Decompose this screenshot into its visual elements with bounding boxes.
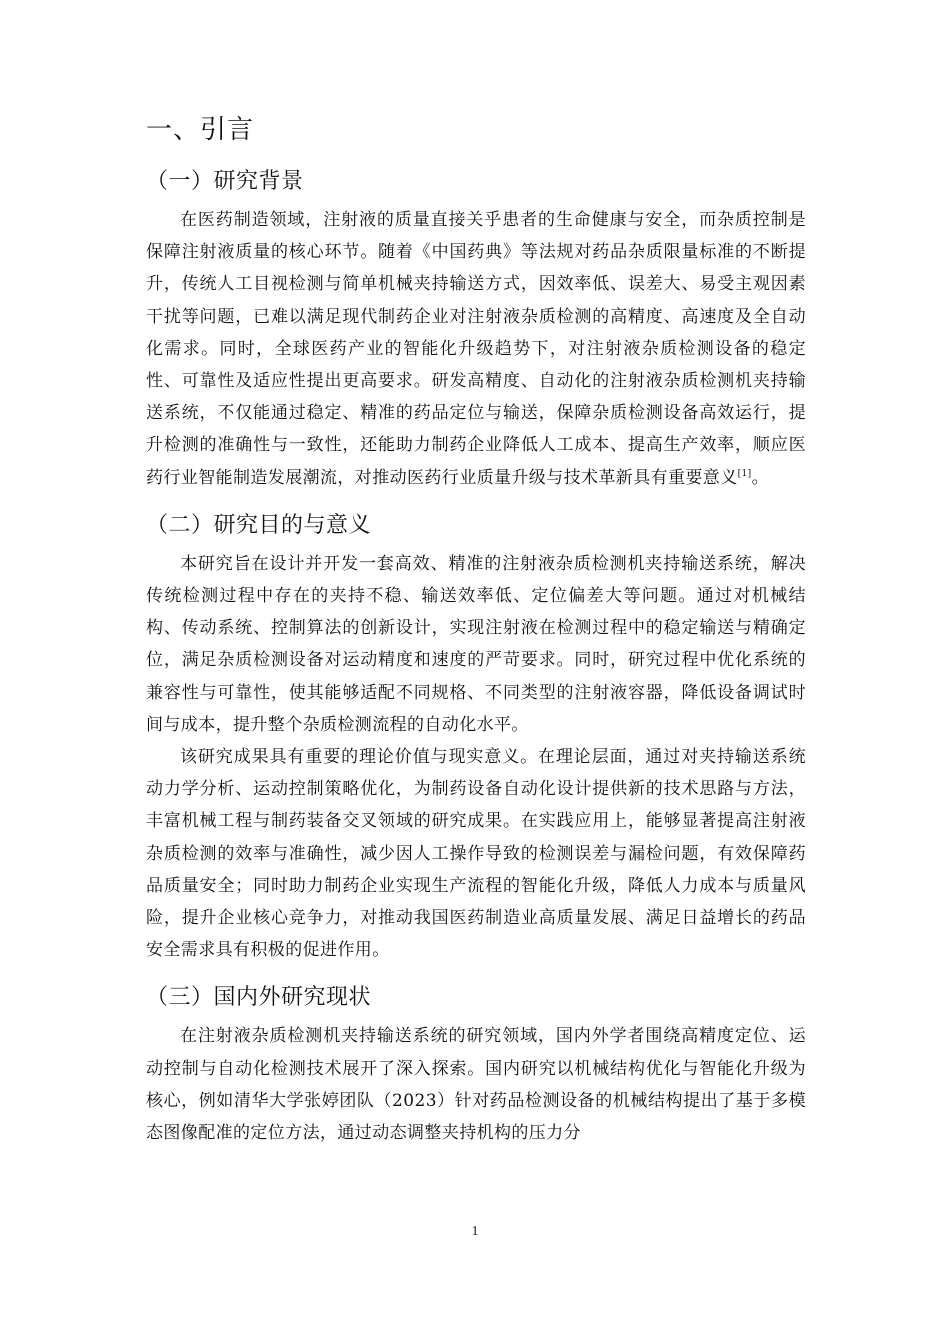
page-body — [146, 108, 806, 1149]
paragraph-status: 在注射液杂质检测机夹持输送系统的研究领域，国内外学者围绕高精度定位、运动控制与自动化检测技术展开了深入探索。国内研究以机械结构优化与智能化升级为核心，例如清华大学张婷团队（2023）针对药品检测设备的机械结构提出了基于多模态图像配准的定位方法，通过动态调整夹持机构的压力分 — [146, 1026, 806, 1144]
citation-marker: [1] — [737, 468, 752, 479]
paragraph-purpose-2: 该研究成果具有重要的理论价值与现实意义。在理论层面，通过对夹持输送系统动力学分析、运动控制策略优化，为制药设备自动化设计提供新的技术思路与方法，丰富机械工程与制药装备交叉领域的研究成果。在实践应用上，能够显著提高注射液杂质检测的效率与准确性，减少因人工操作导致的检测误差与漏检问题，有效保障药品质量安全；同时助力制药企业实现生产流程的智能化升级，降低人力成本与质量风险，提升企业核心竞争力，对推动我国医药制造业高质量发展、满足日益增长的药品安全需求具有积极的促进作用。 — [146, 747, 806, 961]
chapter-title: 一、引言 — [146, 115, 255, 145]
page-number: 1 — [471, 1224, 479, 1239]
paragraph-text: 在医药制造领域，注射液的质量直接关乎患者的生命健康与安全，而杂质控制是保障注射液质量的核心环节。随着《中国药典》等法规对药品杂质限量标准的不断提升，传统人工目视检测与简单机械夹持输送方式，因效率低、误差大、易受主观因素干扰等问题，已难以满足现代制药企业对注射液杂质检测的高精度、高速度及全自动化需求。同时，全球医药产业的智能化升级趋势下，对注射液杂质检测设备的稳定性、可靠性及适应性提出更高要求。研发高精度、自动化的注射液杂质检测机夹持输送系统，不仅能通过稳定、精准的药品定位与输送，保障杂质检测设备高效运行，提升检测的准确性与一致性，还能助力制药企业降低人工成本、提高生产效率，顺应医药行业智能制造发展潮流，对推动医药行业质量升级与技术革新具有重要意义 — [146, 210, 806, 488]
paragraph-purpose-1: 本研究旨在设计并开发一套高效、精准的注射液杂质检测机夹持输送系统，解决传统检测过程中存在的夹持不稳、输送效率低、定位偏差大等问题。通过对机械结构、传动系统、控制算法的创新设计，实现注射液在检测过程中的稳定输送与精确定位，满足杂质检测设备对运动精度和速度的严苛要求。同时，研究过程中优化系统的兼容性与可靠性，使其能够适配不同规格、不同类型的注射液容器，降低设备调试时间与成本，提升整个杂质检测流程的自动化水平。 — [146, 553, 806, 735]
paragraph-tail: 。 — [751, 467, 769, 488]
section-heading-status: （三）国内外研究现状 — [146, 985, 372, 1011]
section-heading-purpose: （二）研究目的与意义 — [146, 512, 372, 538]
section-heading-background: （一）研究背景 — [146, 169, 304, 194]
paragraph-background — [146, 204, 806, 494]
